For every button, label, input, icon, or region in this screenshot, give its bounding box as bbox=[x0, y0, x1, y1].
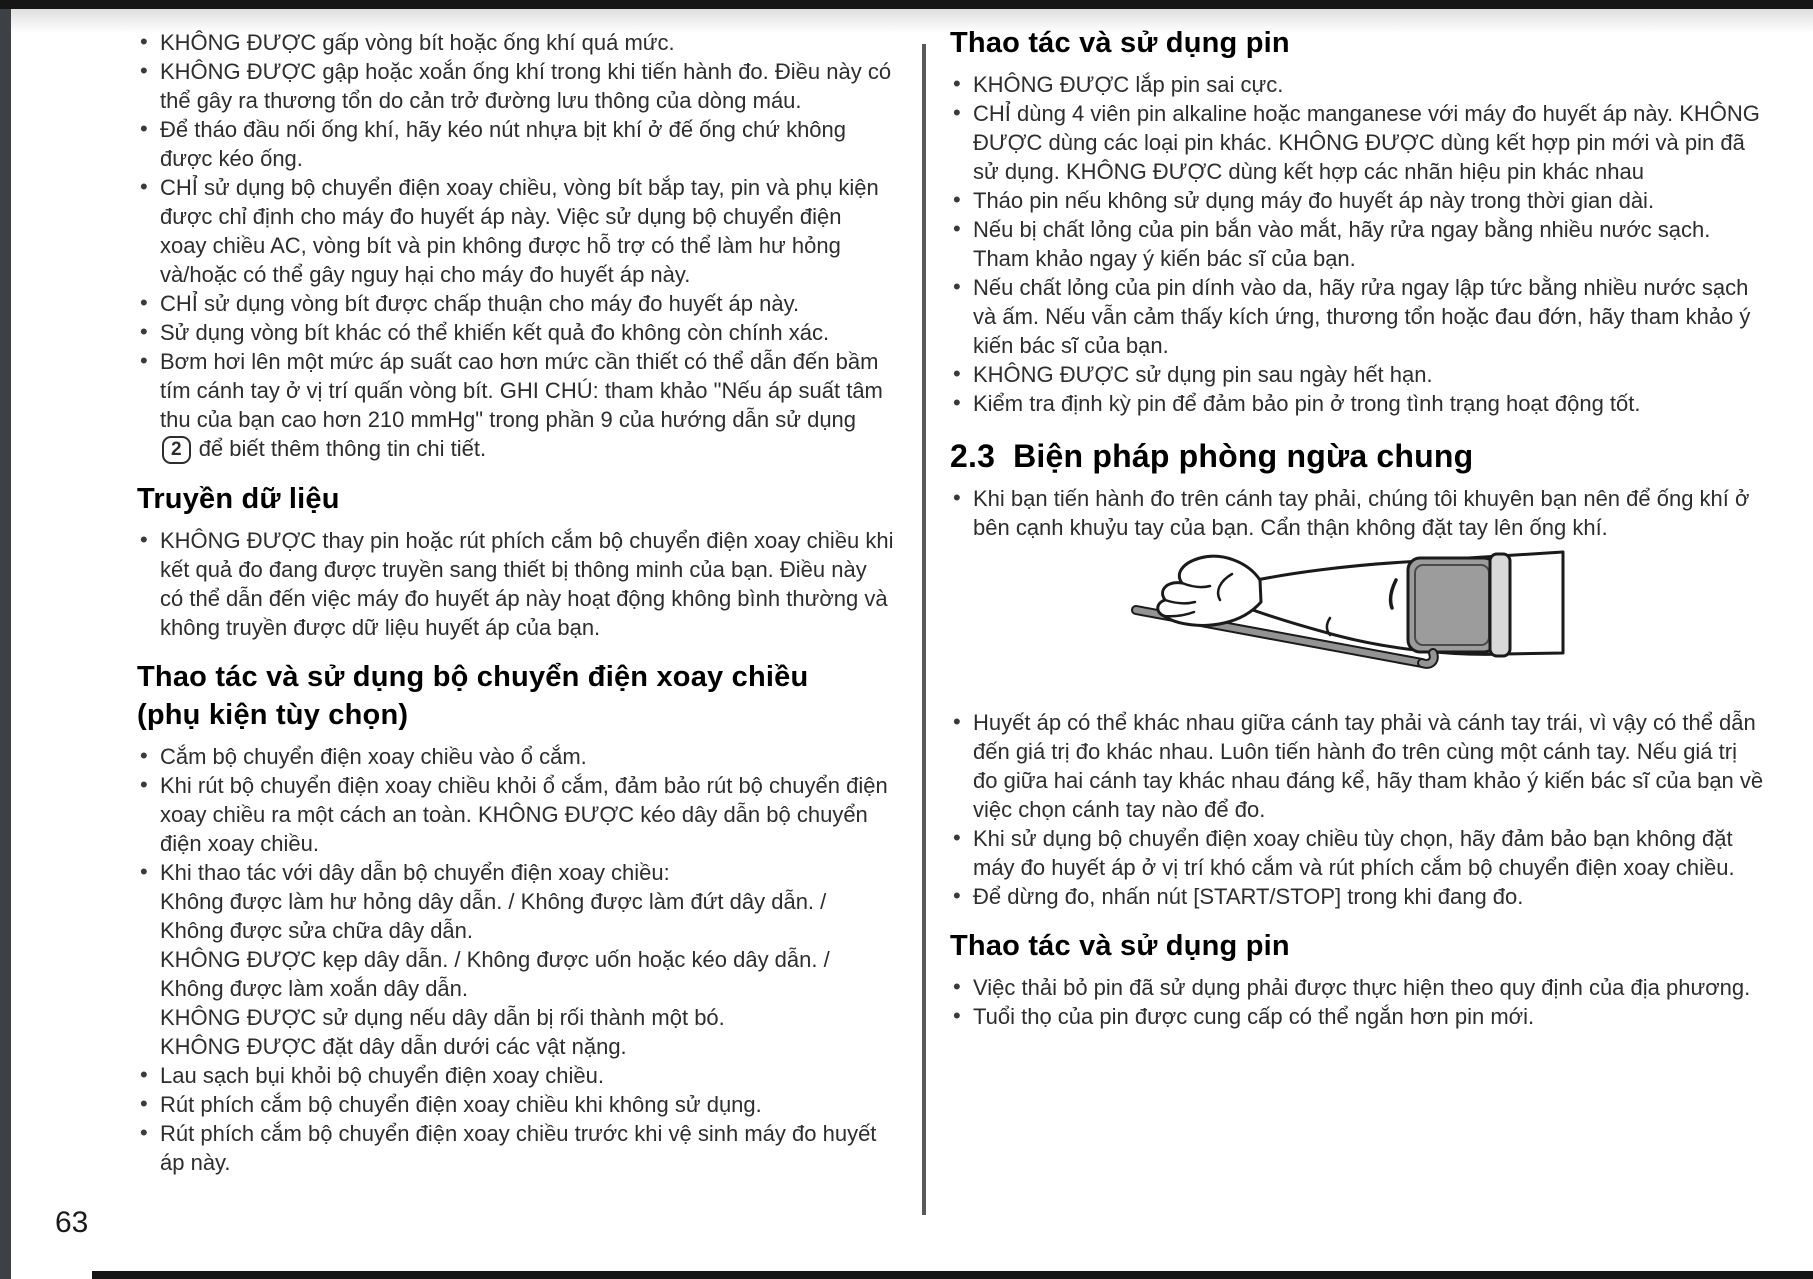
heading-data-transfer: Truyền dữ liệu bbox=[137, 483, 340, 515]
manual-ref-badge: 2 bbox=[162, 436, 191, 464]
bullet-item: • Nếu bị chất lỏng của pin bắn vào mắt, hãy rửa ngay bằng nhiều nước sạch. Tham khảo ngay ý kiến bác sĩ của bạn. bbox=[950, 215, 1765, 273]
bullet-item-cord bbox=[137, 858, 894, 1061]
bullet-item-note bbox=[137, 347, 894, 464]
section-title: Biện pháp phòng ngừa chung bbox=[1013, 438, 1474, 474]
bullet-item: • Việc thải bỏ pin đã sử dụng phải được thực hiện theo quy định của địa phương. bbox=[950, 973, 1765, 1002]
bullet-item: • Rút phích cắm bộ chuyển điện xoay chiều trước khi vệ sinh máy đo huyết áp này. bbox=[137, 1119, 894, 1177]
left-column bbox=[137, 28, 894, 1177]
heading-battery-handling: Thao tác và sử dụng pin bbox=[950, 27, 1290, 59]
bullet-item: • CHỈ sử dụng vòng bít được chấp thuận cho máy đo huyết áp này. bbox=[137, 289, 894, 318]
note-text-after: để biết thêm thông tin chi tiết. bbox=[192, 436, 487, 461]
column-divider bbox=[922, 44, 926, 1215]
cord-lead-line: • Khi thao tác với dây dẫn bộ chuyển điện xoay chiều: bbox=[160, 860, 670, 885]
bullet-item: • Huyết áp có thể khác nhau giữa cánh tay phải và cánh tay trái, vì vậy có thể dẫn đến giá trị đo khác nhau. Luôn tiến hành đo trên cùng một cánh tay. Nếu giá trị đo giữa hai cánh tay khác nhau đáng kể, hãy tham khảo ý kiến bác sĩ của bạn về việc chọn cánh tay nào để đo. bbox=[950, 708, 1765, 824]
bullet-item: • KHÔNG ĐƯỢC thay pin hoặc rút phích cắm bộ chuyển điện xoay chiều khi kết quả đo đang được truyền sang thiết bị thông minh của bạn. Điều này có thể dẫn đến việc máy đo huyết áp này hoạt động không bình thường và không truyền được dữ liệu huyết áp của bạn. bbox=[137, 526, 894, 642]
cord-rule-line: Không được sửa chữa dây dẫn. bbox=[160, 918, 474, 943]
page-number: 63 bbox=[55, 1206, 89, 1239]
section-number: 2.3 bbox=[950, 438, 996, 474]
arm-cuff-illustration bbox=[1120, 550, 1565, 698]
bullet-item: • Để tháo đầu nối ống khí, hãy kéo nút nhựa bịt khí ở đế ống chứ không được kéo ống. bbox=[137, 115, 894, 173]
bullet-item: • Rút phích cắm bộ chuyển điện xoay chiều khi không sử dụng. bbox=[137, 1090, 894, 1119]
bullet-item: • Cắm bộ chuyển điện xoay chiều vào ổ cắm. bbox=[137, 742, 894, 771]
cord-rule-line: KHÔNG ĐƯỢC kẹp dây dẫn. / Không được uốn hoặc kéo dây dẫn. / bbox=[160, 947, 830, 972]
left-edge-bar bbox=[0, 9, 11, 1279]
bullet-item: • Lau sạch bụi khỏi bộ chuyển điện xoay chiều. bbox=[137, 1061, 894, 1090]
cord-rule-line: KHÔNG ĐƯỢC đặt dây dẫn dưới các vật nặng. bbox=[160, 1034, 627, 1059]
cord-rule-line: KHÔNG ĐƯỢC sử dụng nếu dây dẫn bị rối thành một bó. bbox=[160, 1005, 725, 1030]
hand bbox=[1158, 556, 1261, 625]
cuff bbox=[1408, 554, 1510, 664]
heading-ac-adapter bbox=[137, 658, 894, 734]
bullet-item: • Tháo pin nếu không sử dụng máy đo huyết áp này trong thời gian dài. bbox=[950, 186, 1765, 215]
bullet-item: • KHÔNG ĐƯỢC sử dụng pin sau ngày hết hạn. bbox=[950, 360, 1765, 389]
bullet-item: • Khi rút bộ chuyển điện xoay chiều khỏi ổ cắm, đảm bảo rút bộ chuyển điện xoay chiều ra một cách an toàn. KHÔNG ĐƯỢC kéo dây dẫn bộ chuyển điện xoay chiều. bbox=[137, 771, 894, 858]
note-text-before: Bơm hơi lên một mức áp suất cao hơn mức cần thiết có thể dẫn đến bầm tím cánh tay ở vị trí quấn vòng bít. GHI CHÚ: tham khảo "Nếu áp suất tâm thu của bạn cao hơn 210 mmHg" trong phần 9 của hướng dẫn sử dụng bbox=[160, 349, 883, 432]
bullet-item: • Khi sử dụng bộ chuyển điện xoay chiều tùy chọn, hãy đảm bảo bạn không đặt máy đo huyết áp ở vị trí khó cắm và rút phích cắm bộ chuyển điện xoay chiều. bbox=[950, 824, 1765, 882]
bullet-item: • Nếu chất lỏng của pin dính vào da, hãy rửa ngay lập tức bằng nhiều nước sạch và ấm. Nếu vẫn cảm thấy kích ứng, thương tổn hoặc đau đớn, hãy tham khảo ý kiến bác sĩ của bạn. bbox=[950, 273, 1765, 360]
cord-rule-line: Không được làm hư hỏng dây dẫn. / Không được làm đứt dây dẫn. / bbox=[160, 889, 827, 914]
bullet-item: • Tuổi thọ của pin được cung cấp có thể ngắn hơn pin mới. bbox=[950, 1002, 1765, 1031]
bullet-item: • Khi bạn tiến hành đo trên cánh tay phải, chúng tôi khuyên bạn nên để ống khí ở bên cạnh khuỷu tay của bạn. Cẩn thận không đặt tay lên ống khí. bbox=[950, 484, 1765, 542]
bullet-item: • KHÔNG ĐƯỢC gập hoặc xoắn ống khí trong khi tiến hành đo. Điều này có thể gây ra thương tổn do cản trở đường lưu thông của dòng máu. bbox=[137, 57, 894, 115]
bullet-item: • Kiểm tra định kỳ pin để đảm bảo pin ở trong tình trạng hoạt động tốt. bbox=[950, 389, 1765, 418]
heading-battery-handling-2: Thao tác và sử dụng pin bbox=[950, 930, 1290, 962]
bullet-item: • Để dừng đo, nhấn nút [START/STOP] trong khi đang đo. bbox=[950, 882, 1765, 911]
heading-ac-adapter-line2: (phụ kiện tùy chọn) bbox=[137, 699, 409, 731]
bullet-item: • CHỈ sử dụng bộ chuyển điện xoay chiều, vòng bít bắp tay, pin và phụ kiện được chỉ định cho máy đo huyết áp này. Việc sử dụng bộ chuyển điện xoay chiều AC, vòng bít và pin không được hỗ trợ có thể làm hư hỏng và/hoặc có thể gây nguy hại cho máy đo huyết áp này. bbox=[137, 173, 894, 289]
bullet-item: • KHÔNG ĐƯỢC gấp vòng bít hoặc ống khí quá mức. bbox=[137, 28, 894, 57]
section-heading-general-precautions bbox=[950, 436, 1765, 476]
bullet-item: • KHÔNG ĐƯỢC lắp pin sai cực. bbox=[950, 70, 1765, 99]
bullet-item: • CHỈ dùng 4 viên pin alkaline hoặc manganese với máy đo huyết áp này. KHÔNG ĐƯỢC dùng các loại pin khác. KHÔNG ĐƯỢC dùng kết hợp pin mới và pin đã sử dụng. KHÔNG ĐƯỢC dùng kết hợp các nhãn hiệu pin khác nhau bbox=[950, 99, 1765, 186]
right-column bbox=[950, 22, 1765, 1031]
bullet-item: • Sử dụng vòng bít khác có thể khiến kết quả đo không còn chính xác. bbox=[137, 318, 894, 347]
heading-ac-adapter-line1: Thao tác và sử dụng bộ chuyển điện xoay chiều bbox=[137, 661, 809, 693]
cord-rule-line: Không được làm xoắn dây dẫn. bbox=[160, 976, 469, 1001]
bottom-edge-bar bbox=[92, 1271, 1813, 1279]
top-edge-bar bbox=[0, 0, 1813, 9]
